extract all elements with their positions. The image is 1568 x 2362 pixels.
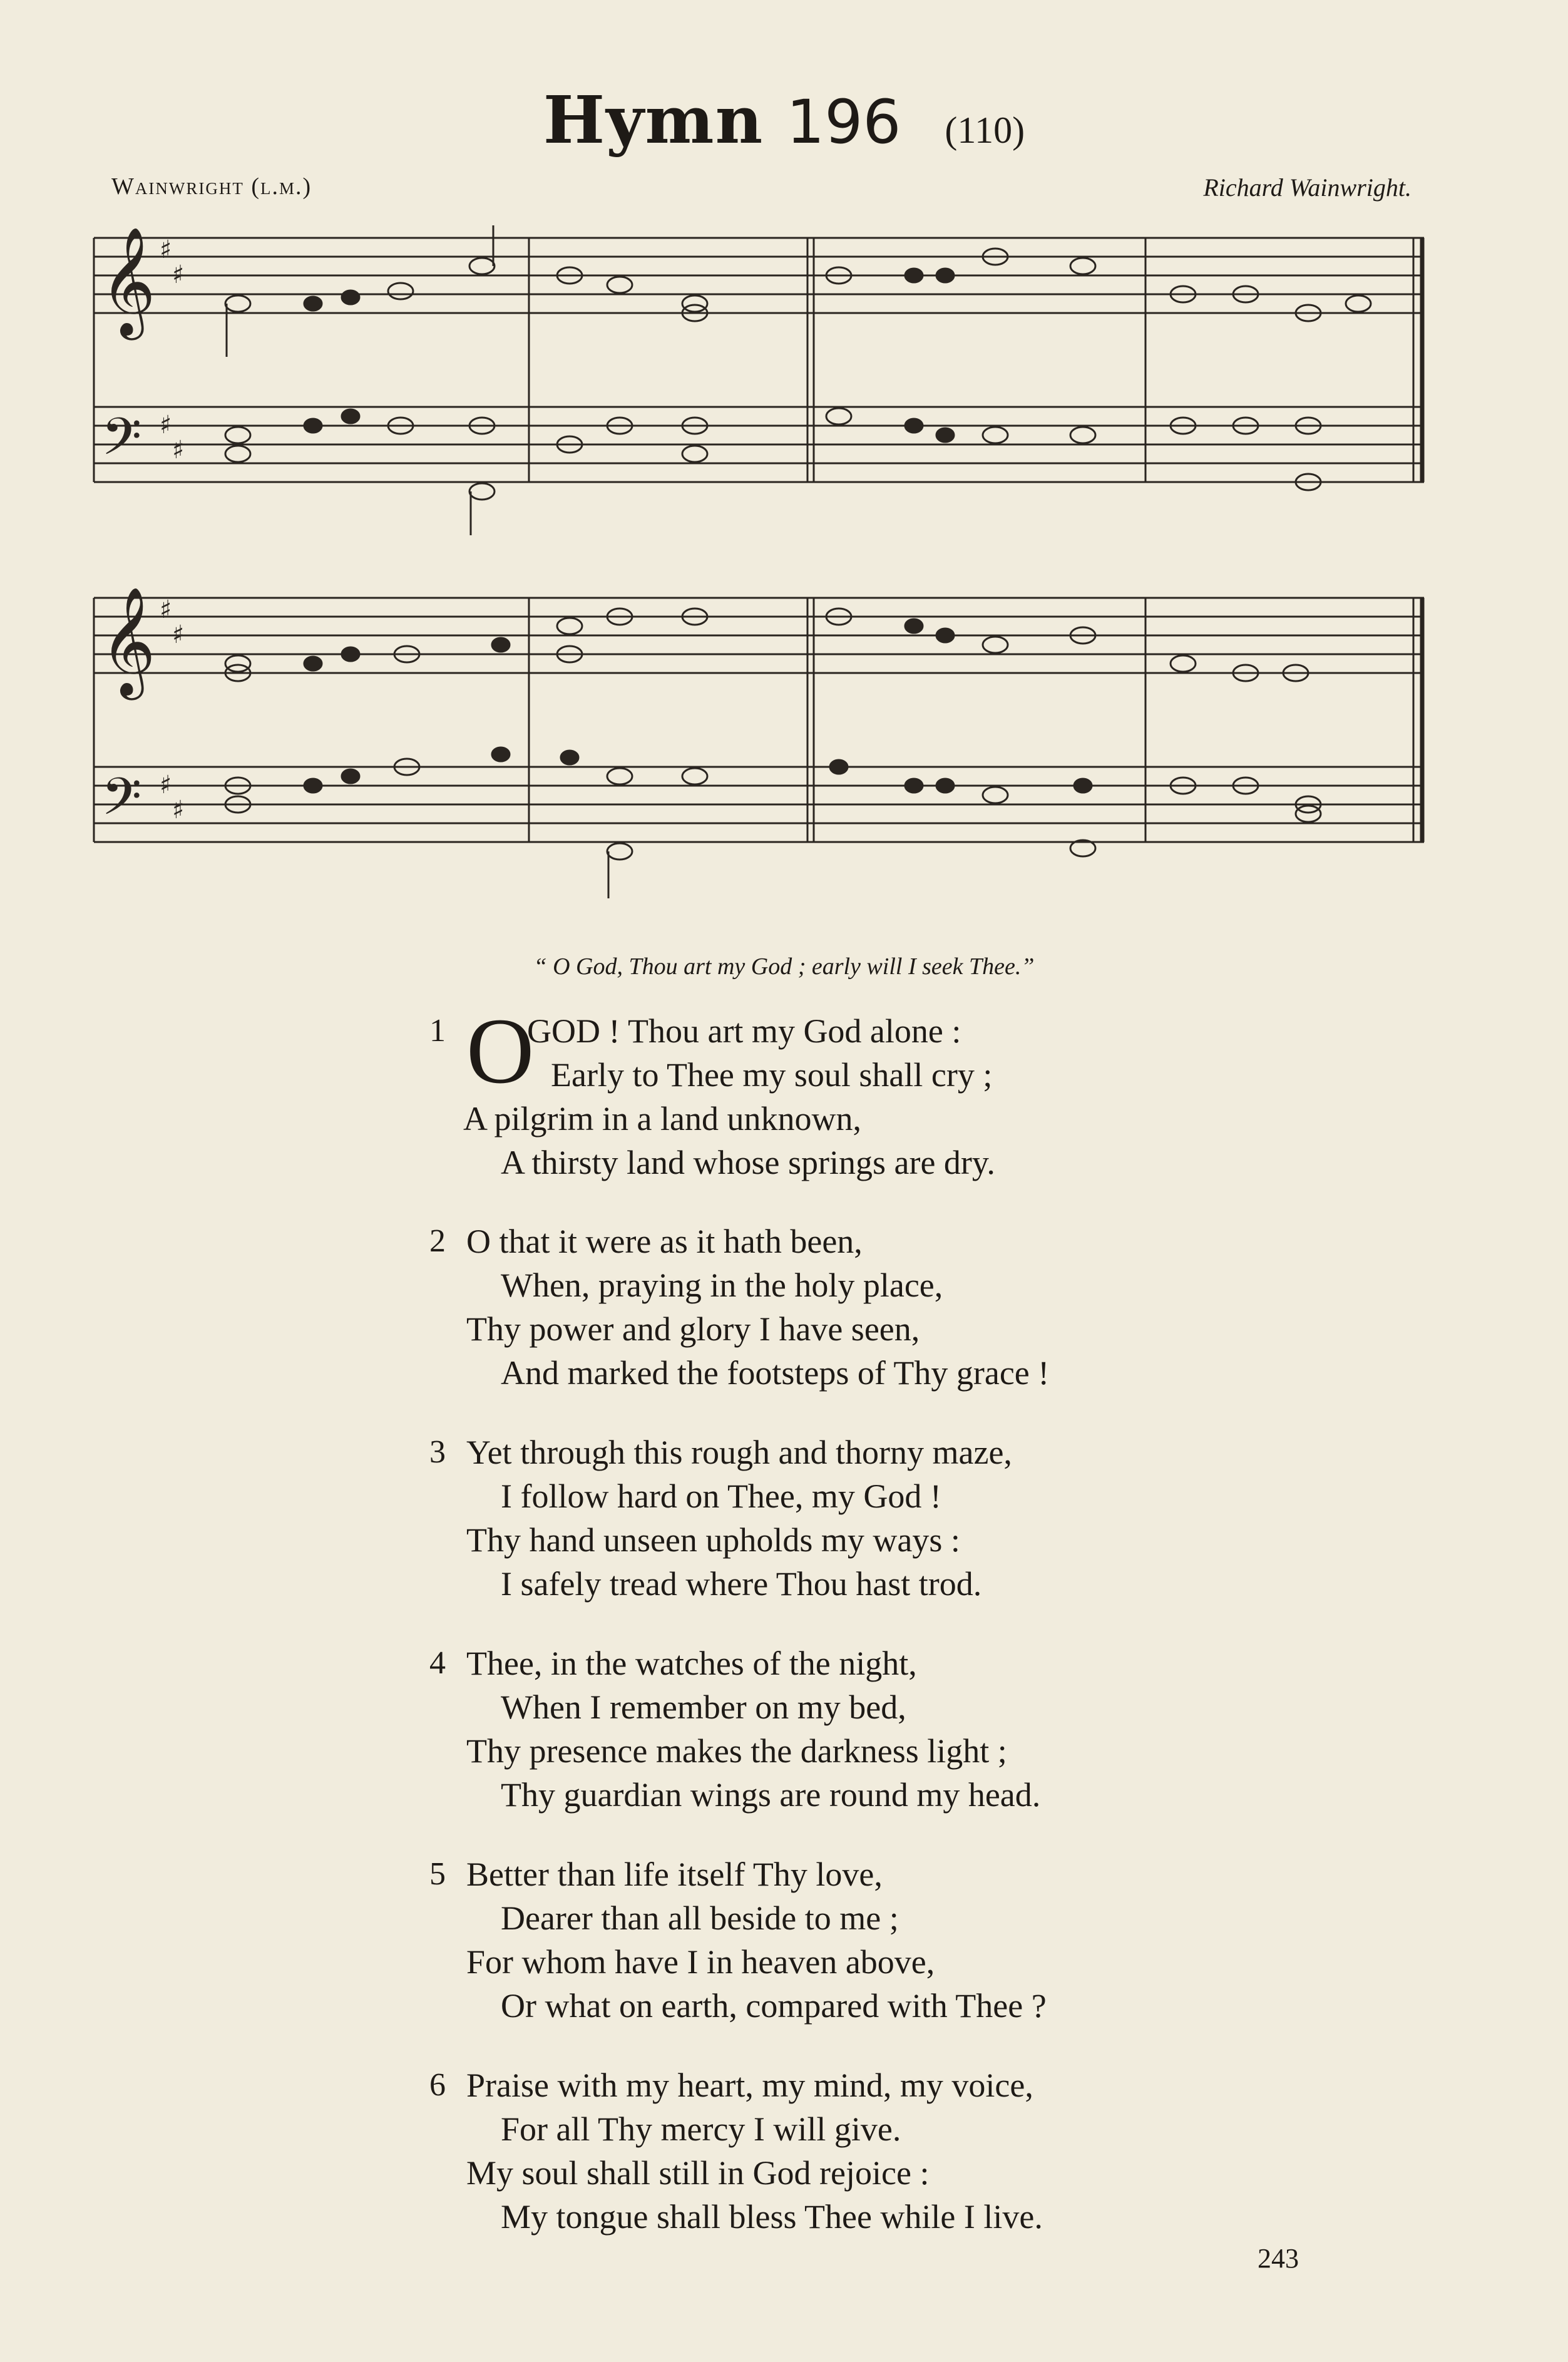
verse-line: When, praying in the holy place, (501, 1266, 943, 1304)
verse-line: Or what on earth, compared with Thee ? (501, 1987, 1047, 2025)
music-system-1 (81, 219, 1433, 545)
verse-line: Thy presence makes the darkness light ; (466, 1732, 1007, 1770)
verse-line: Thee, in the watches of the night, (466, 1645, 917, 1682)
verse-line: My soul shall still in God rejoice : (466, 2154, 930, 2192)
verse-number: 3 (429, 1434, 446, 1470)
svg-text:♯: ♯ (160, 235, 172, 264)
verse-line: Better than life itself Thy love, (466, 1856, 883, 1893)
tune-name: Wainwright (l.m.) (111, 173, 312, 200)
music-system-2 (81, 579, 1433, 917)
verse-number: 6 (429, 2067, 446, 2103)
drop-cap: O (466, 999, 535, 1103)
verse-line: A pilgrim in a land unknown, (463, 1100, 861, 1137)
svg-text:♯: ♯ (172, 620, 185, 649)
verse-line: For all Thy mercy I will give. (501, 2110, 901, 2148)
verse-line: Thy guardian wings are round my head. (501, 1776, 1041, 1814)
verse-line: When I remember on my bed, (501, 1688, 906, 1726)
composer-credit: Richard Wainwright. (1203, 173, 1412, 202)
svg-text:♯: ♯ (160, 411, 172, 439)
verse-number: 1 (429, 1013, 446, 1049)
page-number: 243 (1258, 2243, 1299, 2274)
verse-line: And marked the footsteps of Thy grace ! (501, 1354, 1050, 1392)
verse-number: 5 (429, 1856, 446, 1892)
svg-text:♯: ♯ (172, 796, 185, 824)
svg-text:𝄢: 𝄢 (101, 406, 142, 480)
verse-line: My tongue shall bless Thee while I live. (501, 2198, 1043, 2236)
epigraph: “ O God, Thou art my God ; early will I seek Thee.” (533, 953, 1035, 980)
music-score-2 (81, 579, 1433, 917)
svg-text:𝄢: 𝄢 (101, 766, 142, 840)
verse-line: Dearer than all beside to me ; (501, 1899, 899, 1937)
verse-line: GOD ! Thou art my God alone : (527, 1012, 961, 1050)
music-score-1 (81, 219, 1433, 545)
svg-text:♯: ♯ (160, 771, 172, 799)
svg-text:𝄞: 𝄞 (100, 227, 156, 336)
verse-line: I safely tread where Thou hast trod. (501, 1565, 982, 1603)
alternate-number: (110) (945, 110, 1025, 151)
verse-line: For whom have I in heaven above, (466, 1943, 935, 1981)
verse-line: A thirsty land whose springs are dry. (501, 1144, 995, 1181)
verse-line: Early to Thee my soul shall cry ; (551, 1056, 993, 1094)
verse-number: 2 (429, 1223, 446, 1259)
hymn-number: 196 (786, 87, 901, 157)
verse-line: Thy hand unseen upholds my ways : (466, 1521, 960, 1559)
verse-line: I follow hard on Thee, my God ! (501, 1477, 941, 1515)
verse-line: O that it were as it hath been, (466, 1223, 863, 1260)
svg-text:♯: ♯ (172, 260, 185, 289)
svg-text:𝄞: 𝄞 (100, 587, 156, 696)
svg-text:♯: ♯ (160, 595, 172, 624)
verse-number: 4 (429, 1645, 446, 1681)
verse-line: Thy power and glory I have seen, (466, 1310, 920, 1348)
hymn-title (0, 81, 1568, 158)
verse-line: Praise with my heart, my mind, my voice, (466, 2067, 1033, 2104)
hymn-title-word: Hymn (543, 81, 764, 158)
verse-line: Yet through this rough and thorny maze, (466, 1434, 1012, 1471)
svg-text:♯: ♯ (172, 436, 185, 465)
